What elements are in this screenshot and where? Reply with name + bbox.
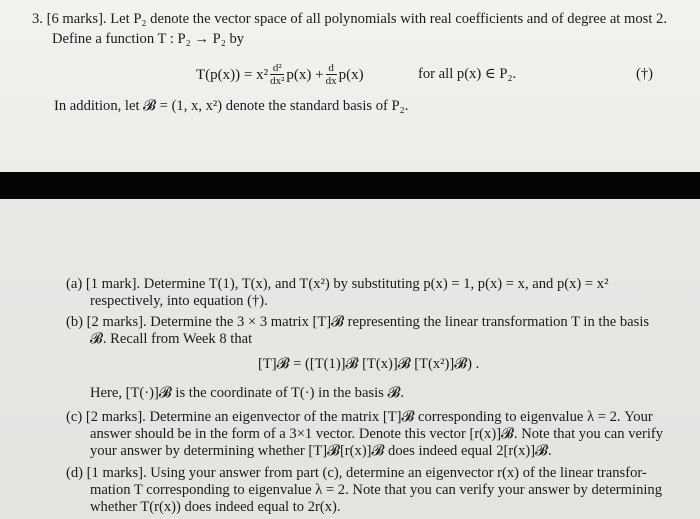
part-a-line1: (a) [1 mark]. Determine T(1), T(x), and T(x²) by substituting p(x) = 1, p(x) = x, and p(x) = x² (66, 276, 609, 292)
frac2-denominator: dx (325, 74, 337, 87)
equation-end: p(x) (338, 66, 364, 83)
equation-middle: p(x) + (286, 66, 324, 83)
part-b-note: Here, [T(·)]𝓑 is the coordinate of T(·) in the basis 𝓑. (90, 385, 404, 401)
black-divider-bar (0, 172, 700, 199)
frac2-numerator: d (326, 62, 337, 75)
second-derivative-fraction (270, 62, 284, 88)
question-define-line: Define a function T : P₂ → P₂ by (52, 31, 245, 47)
equation-tag: (†) (636, 66, 654, 82)
part-c-line2: answer should be in the form of a 3×1 vector. Denote this vector [r(x)]𝓑. Note that you can verify (90, 426, 664, 442)
question-intro-line: 3. [6 marks]. Let P₂ denote the vector space of all polynomials with real coefficients and of degree at most 2. (32, 11, 667, 27)
frac1-numerator: d² (270, 62, 284, 75)
part-a-line2: respectively, into equation (†). (90, 293, 268, 309)
equation-lhs: T(p(x)) = x² (196, 66, 269, 83)
part-d-line1: (d) [1 marks]. Using your answer from part (c), determine an eigenvector r(x) of the linear transfor- (66, 465, 647, 481)
part-b-line2: 𝓑. Recall from Week 8 that (90, 331, 253, 347)
part-d-line3: whether T(r(x)) does indeed equal to 2r(x). (90, 499, 341, 515)
part-c-line3: your answer by determining whether [T]𝓑[r(x)]𝓑 does indeed equal 2[r(x)]𝓑. (90, 443, 552, 459)
definition-equation (196, 60, 364, 90)
part-b-matrix-equation: [T]𝓑 = ([T(1)]𝓑 [T(x)]𝓑 [T(x²)]𝓑) . (258, 356, 480, 372)
part-c-line1: (c) [2 marks]. Determine an eigenvector of the matrix [T]𝓑 corresponding to eigenvalue λ = 2. Your (66, 409, 653, 425)
part-b-line1: (b) [2 marks]. Determine the 3 × 3 matrix [T]𝓑 representing the linear transformation T in the basis (66, 314, 650, 330)
part-d-line2: mation T corresponding to eigenvalue λ = 2. Note that you can verify your answer by determining (90, 482, 663, 498)
frac1-denominator: dx² (270, 74, 285, 87)
equation-condition: for all p(x) ∈ P₂. (418, 66, 517, 82)
basis-definition-line: In addition, let 𝓑 = (1, x, x²) denote the standard basis of P₂. (54, 98, 409, 114)
first-derivative-fraction (326, 62, 337, 88)
